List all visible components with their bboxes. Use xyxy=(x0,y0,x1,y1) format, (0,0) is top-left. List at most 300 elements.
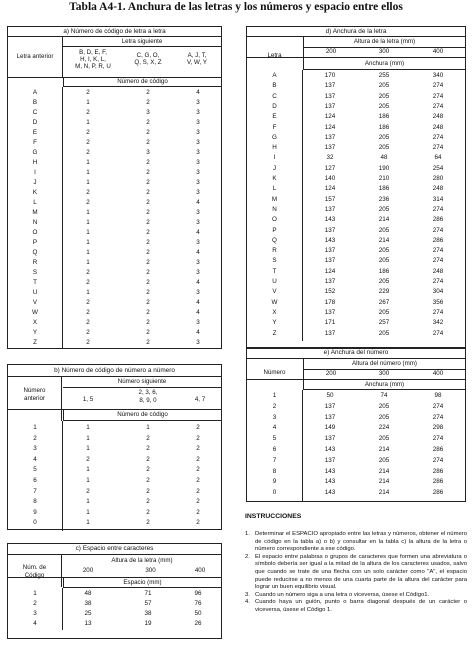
table-cell: 2 xyxy=(86,109,90,116)
table-cell: 298 xyxy=(432,424,444,432)
table-cell: 205 xyxy=(378,435,390,443)
table-cell: 314 xyxy=(432,195,444,203)
table-cell: 2 xyxy=(86,299,90,306)
table-cell: 3 xyxy=(196,269,200,276)
table-cell: 205 xyxy=(378,308,390,316)
instructions-title: INSTRUCCIONES xyxy=(245,513,302,520)
table-caption: d) Anchura de la letra xyxy=(247,27,465,37)
table-cell: 3 xyxy=(196,169,200,176)
table-cell: 137 xyxy=(324,247,336,255)
table-cell: 255 xyxy=(378,72,390,79)
table-cell: 2 xyxy=(146,519,150,527)
table-cell: 2 xyxy=(146,249,150,256)
table-cell: 1 xyxy=(86,249,90,256)
table-cell: 205 xyxy=(378,247,390,255)
table-cell: 257 xyxy=(378,319,390,327)
table-cell: 2 xyxy=(196,508,200,516)
table-cell: 76 xyxy=(194,600,202,607)
table-cell: 4 xyxy=(196,329,200,336)
table-cell: 25 xyxy=(84,610,92,617)
table-caption: a) Número de código de letra a letra xyxy=(8,27,221,37)
row-label: 1 xyxy=(33,424,37,431)
row-label: 8 xyxy=(272,467,277,475)
table-cell: 1 xyxy=(86,99,90,106)
row-label: Y xyxy=(272,319,277,327)
table-cell: 214 xyxy=(378,478,390,486)
table-cell: 2 xyxy=(146,455,150,463)
row-label: H xyxy=(272,144,277,152)
table-cell: 254 xyxy=(432,164,444,172)
row-label: N xyxy=(32,219,38,226)
table-cell: 1 xyxy=(86,239,90,246)
group-header: Altura de la letra (mm) xyxy=(303,37,465,48)
table-cell: 1 xyxy=(86,289,90,296)
row-label: 4 xyxy=(272,424,277,432)
table-cell: 286 xyxy=(432,236,444,244)
table-cell: 2 xyxy=(146,129,150,136)
row-label: 7 xyxy=(272,456,277,464)
table-cell: 205 xyxy=(378,413,390,421)
table-cell: 1 xyxy=(86,159,90,166)
table-cell: 2 xyxy=(146,139,150,146)
table-cell: 280 xyxy=(432,175,444,182)
table-cell: 2 xyxy=(146,279,150,286)
table-cell: 137 xyxy=(324,133,336,141)
row-label: L xyxy=(33,199,37,206)
table-cell: 3 xyxy=(196,289,200,296)
table-cell: 143 xyxy=(324,489,336,497)
table-cell: 98 xyxy=(434,392,442,399)
table-cell: 205 xyxy=(378,205,390,213)
table-cell: 248 xyxy=(432,123,444,131)
table-cell: 178 xyxy=(324,298,336,306)
instruction-number: 1. xyxy=(245,531,250,537)
row-label: B xyxy=(32,99,38,106)
row-label: 9 xyxy=(272,478,277,486)
table-cell: 1 xyxy=(86,219,90,226)
sub-header: Número de código xyxy=(63,78,221,87)
table-cell: 171 xyxy=(324,319,336,327)
table-cell: 340 xyxy=(432,72,444,79)
table-cell: 96 xyxy=(194,590,202,597)
table-cell: 267 xyxy=(378,298,390,306)
column-header: 400 xyxy=(432,370,444,377)
row-label: D xyxy=(272,102,277,110)
table-cell: 304 xyxy=(432,288,444,296)
table-cell: 2 xyxy=(146,434,150,442)
table-cell: 4 xyxy=(196,299,200,306)
row-label: 6 xyxy=(33,477,37,484)
table-cell: 3 xyxy=(196,319,200,326)
table-cell: 2 xyxy=(196,487,200,495)
row-label: K xyxy=(272,175,277,182)
instruction-text: Cuando haya un guión, punto o barra diagonal después de un carácter o viceversa, úsese el Código 1. xyxy=(255,599,467,613)
table-cell: 3 xyxy=(196,259,200,266)
table-cell: 1 xyxy=(86,259,90,266)
row-label: 2 xyxy=(33,600,37,607)
table-cell: 2 xyxy=(196,466,200,474)
table-cell: 274 xyxy=(432,133,444,141)
row-label: N xyxy=(272,205,277,213)
table-cell: 186 xyxy=(378,267,390,275)
instruction-number: 3. xyxy=(245,591,250,598)
instruction-text: Cuando un número siga a una letra o viceversa, úsese el Código1. xyxy=(255,591,430,598)
instruction-item xyxy=(245,554,467,592)
table-cell: 50 xyxy=(326,392,334,399)
table-cell: 2 xyxy=(196,477,200,484)
table-cell: 274 xyxy=(432,278,444,285)
row-label: 2 xyxy=(33,434,37,442)
table-cell: 137 xyxy=(324,435,336,443)
row-label: L xyxy=(272,185,277,193)
table-cell: 2 xyxy=(146,477,150,484)
row-label: G xyxy=(32,149,38,156)
row-label: R xyxy=(32,259,38,266)
row-label: P xyxy=(32,239,38,246)
table-cell: 1 xyxy=(86,508,90,516)
table-cell: 3 xyxy=(196,189,200,196)
row-label: 0 xyxy=(33,519,37,527)
column-header: 4, 7 xyxy=(194,396,206,403)
table-cell: 2 xyxy=(146,339,150,346)
table-cell: 1 xyxy=(86,119,90,126)
table-cell: 274 xyxy=(432,247,444,255)
row-label: Y xyxy=(32,329,38,336)
table-cell: 50 xyxy=(194,610,202,617)
row-label: I xyxy=(273,154,276,162)
group-header: Altura del número (mm) xyxy=(303,359,465,370)
table-cell: 143 xyxy=(324,467,336,475)
table-cell: 4 xyxy=(196,309,200,316)
table-cell: 274 xyxy=(432,308,444,316)
table-cell: 74 xyxy=(380,392,388,399)
table-cell: 342 xyxy=(432,319,444,327)
row-label: Q xyxy=(272,236,277,244)
table-cell: 3 xyxy=(196,159,200,166)
row-label: B xyxy=(272,82,277,90)
table-cell: 205 xyxy=(378,456,390,464)
table-cell: 2 xyxy=(86,329,90,336)
table-cell: 2 xyxy=(86,149,90,156)
table-cell: 4 xyxy=(196,89,200,96)
table-cell: 274 xyxy=(432,205,444,213)
row-label: 4 xyxy=(33,455,37,463)
column-header: 200 xyxy=(82,567,94,574)
table-cell: 137 xyxy=(324,413,336,421)
row-label: Q xyxy=(32,249,38,256)
table-cell: 2 xyxy=(86,199,90,206)
table-cell: 2 xyxy=(86,129,90,136)
table-cell: 4 xyxy=(196,279,200,286)
instruction-item xyxy=(245,599,467,614)
row-label: O xyxy=(272,216,277,224)
table-cell: 3 xyxy=(196,119,200,126)
table-cell: 149 xyxy=(324,424,336,432)
table-cell: 1 xyxy=(86,477,90,484)
table-cell: 3 xyxy=(196,99,200,106)
table-cell: 3 xyxy=(196,179,200,186)
table-cell: 3 xyxy=(146,109,150,116)
table-cell: 2 xyxy=(86,189,90,196)
row-label: E xyxy=(32,129,38,136)
table-cell: 4 xyxy=(196,249,200,256)
table-caption: e) Anchura del número xyxy=(247,348,465,359)
table-cell: 4 xyxy=(196,199,200,206)
row-label: J xyxy=(33,179,37,186)
row-label: 6 xyxy=(272,446,277,453)
table-cell: 274 xyxy=(432,82,444,90)
number-code-table xyxy=(7,364,222,530)
spacing-table xyxy=(7,543,222,639)
row-label: 1 xyxy=(33,590,37,597)
table-cell: 2 xyxy=(146,498,150,506)
instruction-number: 4. xyxy=(245,599,250,606)
table-cell: 286 xyxy=(432,467,444,475)
table-cell: 236 xyxy=(378,195,390,203)
instructions-list xyxy=(245,531,467,615)
table-cell: 137 xyxy=(324,82,336,90)
row-label: W xyxy=(271,298,278,306)
table-cell: 2 xyxy=(146,466,150,474)
letter-code-table xyxy=(7,26,222,349)
table-cell: 2 xyxy=(146,269,150,276)
row-header: Letra xyxy=(267,52,282,59)
instruction-text: Determinar el ESPACIO apropiado entre las letras y números, obtener el número de código en la tabla a) o b) y consultar en la tabla c) la altura de la letra o número correspondiente a ese código. xyxy=(255,531,467,553)
row-label: W xyxy=(32,309,38,316)
letter-width-table xyxy=(246,26,466,349)
table-cell: 137 xyxy=(324,278,336,285)
table-cell: 2 xyxy=(146,89,150,96)
table-cell: 2 xyxy=(146,445,150,453)
column-header: C, G, O, Q, S, X, Z xyxy=(134,52,162,67)
table-cell: 224 xyxy=(378,424,390,432)
row-header: Núm. de Código xyxy=(8,555,62,587)
row-label: S xyxy=(32,269,38,276)
table-cell: 2 xyxy=(86,487,90,495)
table-cell: 2 xyxy=(86,455,90,463)
instruction-item xyxy=(245,592,467,600)
row-label: T xyxy=(33,279,37,286)
table-cell: 274 xyxy=(432,413,444,421)
row-label: G xyxy=(272,133,277,141)
table-caption: b) Número de código de número a número xyxy=(8,365,221,377)
table-cell: 2 xyxy=(146,299,150,306)
table-cell: 274 xyxy=(432,92,444,100)
row-label: M xyxy=(32,209,38,216)
table-cell: 274 xyxy=(432,144,444,152)
row-label: Z xyxy=(33,339,37,346)
table-cell: 124 xyxy=(324,113,336,121)
row-label: 3 xyxy=(272,413,277,421)
table-cell: 274 xyxy=(432,102,444,110)
table-cell: 248 xyxy=(432,185,444,193)
table-cell: 3 xyxy=(196,209,200,216)
row-label: X xyxy=(272,308,277,316)
table-cell: 2 xyxy=(86,89,90,96)
row-label: H xyxy=(32,159,38,166)
column-header: 400 xyxy=(432,48,444,55)
table-cell: 186 xyxy=(378,113,390,121)
table-cell: 2 xyxy=(196,455,200,463)
column-header: 2, 3, 6, 8, 9, 0 xyxy=(138,389,158,404)
table-cell: 48 xyxy=(84,590,92,597)
table-cell: 186 xyxy=(378,185,390,193)
row-label: U xyxy=(272,278,277,285)
table-cell: 26 xyxy=(194,620,202,627)
table-cell: 214 xyxy=(378,446,390,453)
table-cell: 3 xyxy=(196,339,200,346)
table-cell: 137 xyxy=(324,329,336,337)
table-cell: 13 xyxy=(84,620,92,627)
row-label: 0 xyxy=(272,489,277,497)
table-cell: 137 xyxy=(324,92,336,100)
table-cell: 2 xyxy=(86,139,90,146)
row-label: J xyxy=(272,164,277,172)
table-cell: 137 xyxy=(324,226,336,234)
table-cell: 2 xyxy=(196,519,200,527)
table-cell: 71 xyxy=(144,590,152,597)
table-cell: 3 xyxy=(196,139,200,146)
column-header: 1, 5 xyxy=(82,396,94,403)
table-cell: 1 xyxy=(146,424,150,431)
table-cell: 152 xyxy=(324,288,336,296)
table-cell: 2 xyxy=(146,169,150,176)
table-cell: 1 xyxy=(86,445,90,453)
row-label: V xyxy=(272,288,277,296)
table-cell: 2 xyxy=(146,119,150,126)
table-cell: 2 xyxy=(86,269,90,276)
table-cell: 124 xyxy=(324,185,336,193)
table-cell: 274 xyxy=(432,257,444,265)
table-cell: 1 xyxy=(86,519,90,527)
table-cell: 214 xyxy=(378,236,390,244)
table-cell: 2 xyxy=(146,319,150,326)
table-cell: 205 xyxy=(378,102,390,110)
row-label: I xyxy=(34,169,36,176)
table-cell: 205 xyxy=(378,257,390,265)
table-cell: 286 xyxy=(432,478,444,486)
column-header: 200 xyxy=(303,369,358,379)
row-label: 2 xyxy=(272,402,277,410)
table-cell: 3 xyxy=(196,219,200,226)
column-header: 200 xyxy=(303,47,358,57)
column-header: A, J, T, V, W, Y xyxy=(187,52,207,67)
table-cell: 137 xyxy=(324,402,336,410)
table-cell: 2 xyxy=(146,259,150,266)
table-cell: 2 xyxy=(86,279,90,286)
table-cell: 140 xyxy=(324,175,336,182)
row-label: 1 xyxy=(272,392,277,399)
table-cell: 2 xyxy=(146,289,150,296)
table-cell: 1 xyxy=(86,498,90,506)
number-width-table xyxy=(246,347,466,502)
table-cell: 2 xyxy=(196,424,200,431)
table-cell: 2 xyxy=(196,498,200,506)
table-cell: 2 xyxy=(86,339,90,346)
column-header: 400 xyxy=(194,567,206,574)
row-label: K xyxy=(32,189,38,196)
table-cell: 1 xyxy=(86,169,90,176)
row-label: C xyxy=(32,109,38,116)
table-cell: 1 xyxy=(86,209,90,216)
table-cell: 127 xyxy=(324,164,336,172)
table-cell: 137 xyxy=(324,205,336,213)
row-header: Letra anterior xyxy=(8,37,63,77)
table-cell: 214 xyxy=(378,467,390,475)
table-cell: 205 xyxy=(378,278,390,285)
row-label: E xyxy=(272,113,277,121)
row-label: 3 xyxy=(33,610,37,617)
row-label: A xyxy=(272,72,277,79)
table-cell: 143 xyxy=(324,446,336,453)
row-label: T xyxy=(272,267,277,275)
table-cell: 3 xyxy=(146,149,150,156)
table-cell: 2 xyxy=(146,309,150,316)
table-cell: 205 xyxy=(378,92,390,100)
table-cell: 1 xyxy=(86,179,90,186)
table-cell: 143 xyxy=(324,216,336,224)
row-label: R xyxy=(272,247,277,255)
row-label: O xyxy=(32,229,38,236)
sub-header: Anchura (mm) xyxy=(303,58,465,70)
row-label: 8 xyxy=(33,498,37,506)
table-cell: 170 xyxy=(324,72,336,79)
row-label: 7 xyxy=(33,487,37,495)
table-cell: 1 xyxy=(86,434,90,442)
table-caption: c) Espacio entre caracteres xyxy=(8,544,221,555)
table-cell: 2 xyxy=(86,319,90,326)
table-cell: 205 xyxy=(378,144,390,152)
row-label: M xyxy=(271,195,278,203)
row-label: F xyxy=(272,123,277,131)
row-label: D xyxy=(32,119,38,126)
sub-header: Anchura (mm) xyxy=(303,380,465,390)
table-cell: 205 xyxy=(378,402,390,410)
table-cell: 2 xyxy=(146,229,150,236)
row-label: C xyxy=(272,92,277,100)
row-header: Número xyxy=(263,369,286,376)
table-cell: 274 xyxy=(432,226,444,234)
table-cell: 356 xyxy=(432,298,444,306)
table-cell: 274 xyxy=(432,329,444,337)
column-header: 300 xyxy=(145,567,156,574)
group-header: Número siguiente xyxy=(63,377,221,388)
table-cell: 48 xyxy=(380,154,388,162)
table-cell: 210 xyxy=(378,175,390,182)
table-cell: 286 xyxy=(432,446,444,453)
row-label: S xyxy=(272,257,277,265)
table-cell: 2 xyxy=(146,189,150,196)
table-cell: 2 xyxy=(146,199,150,206)
group-header: Altura de la letra (mm) xyxy=(111,557,173,564)
table-cell: 214 xyxy=(378,489,390,497)
row-label: 3 xyxy=(33,445,37,453)
table-cell: 38 xyxy=(144,610,152,617)
row-label: V xyxy=(32,299,38,306)
table-cell: 19 xyxy=(144,620,152,627)
table-cell: 205 xyxy=(378,329,390,337)
row-label: X xyxy=(32,319,38,326)
table-cell: 248 xyxy=(432,267,444,275)
row-label: Z xyxy=(272,329,277,337)
column-header: 300 xyxy=(378,370,390,377)
row-label: 5 xyxy=(272,435,277,443)
row-label: F xyxy=(33,139,37,146)
row-label: P xyxy=(272,226,277,234)
table-cell: 274 xyxy=(432,402,444,410)
table-cell: 2 xyxy=(196,445,200,453)
table-cell: 2 xyxy=(146,219,150,226)
